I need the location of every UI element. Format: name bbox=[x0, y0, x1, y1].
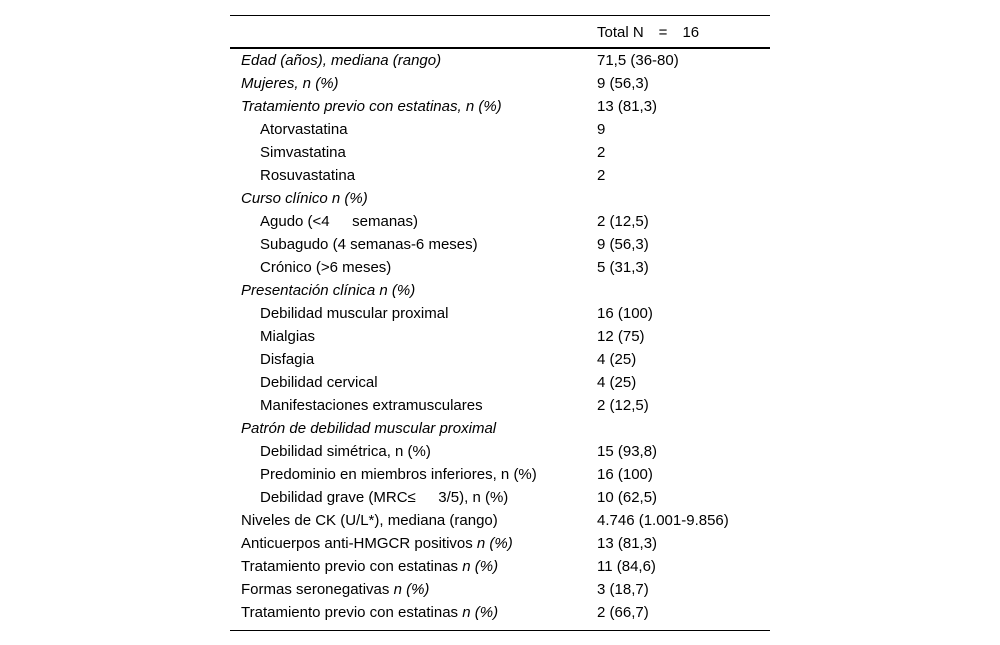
row-value: 9 bbox=[597, 121, 606, 138]
row-label: Subagudo (4 semanas-6 meses) bbox=[260, 236, 478, 253]
row-value: 12 (75) bbox=[597, 328, 645, 345]
table-row bbox=[230, 164, 770, 187]
row-label-suffix: n (%) bbox=[476, 535, 513, 552]
row-label: Manifestaciones extramusculares bbox=[260, 397, 483, 414]
table-bottom-rule bbox=[230, 630, 770, 631]
row-label: Debilidad simétrica, n (%) bbox=[260, 443, 431, 460]
row-value: 15 (93,8) bbox=[597, 443, 658, 460]
table-row bbox=[230, 210, 770, 233]
table-row bbox=[230, 440, 770, 463]
row-value: 10 (62,5) bbox=[597, 489, 658, 506]
table-row bbox=[230, 256, 770, 279]
row-label: Crónico (>6 meses) bbox=[260, 259, 392, 276]
row-label-main: Anticuerpos anti-HMGCR positivos bbox=[241, 535, 477, 552]
row-label bbox=[241, 532, 513, 555]
row-label: Rosuvastatina bbox=[260, 167, 356, 184]
row-label-main: Tratamiento previo con estatinas bbox=[241, 604, 463, 621]
table-row bbox=[230, 325, 770, 348]
table-row bbox=[230, 49, 770, 72]
row-value: 2 bbox=[597, 167, 606, 184]
row-label: Agudo (<4 semanas) bbox=[260, 213, 418, 230]
table-row bbox=[230, 555, 770, 578]
row-label: Presentación clínica n (%) bbox=[241, 282, 416, 299]
row-label: Tratamiento previo con estatinas, n (%) bbox=[241, 98, 502, 115]
table-row bbox=[230, 394, 770, 417]
row-value: 9 (56,3) bbox=[597, 75, 649, 92]
row-value: 2 (66,7) bbox=[597, 604, 649, 621]
table-row bbox=[230, 141, 770, 164]
row-value: 16 (100) bbox=[597, 305, 653, 322]
row-label: Debilidad grave (MRC≤ 3/5), n (%) bbox=[260, 489, 509, 506]
table-row bbox=[230, 233, 770, 256]
table-row bbox=[230, 348, 770, 371]
table-row bbox=[230, 601, 770, 624]
table-row bbox=[230, 463, 770, 486]
row-value: 2 (12,5) bbox=[597, 397, 649, 414]
row-value: 13 (81,3) bbox=[597, 98, 658, 115]
row-label: Atorvastatina bbox=[260, 121, 348, 138]
row-label: Disfagia bbox=[260, 351, 315, 368]
row-label-main: Tratamiento previo con estatinas bbox=[241, 558, 463, 575]
row-label: Mialgias bbox=[260, 328, 316, 345]
table-row bbox=[230, 509, 770, 532]
row-label: Curso clínico n (%) bbox=[241, 190, 368, 207]
table-row bbox=[230, 486, 770, 509]
row-label-main: Formas seronegativas bbox=[241, 581, 394, 598]
table-row bbox=[230, 417, 770, 440]
row-value: 9 (56,3) bbox=[597, 236, 649, 253]
row-label: Debilidad muscular proximal bbox=[260, 305, 449, 322]
row-label-suffix: n (%) bbox=[462, 558, 499, 575]
row-label: Predominio en miembros inferiores, n (%) bbox=[260, 466, 537, 483]
row-value: 4 (25) bbox=[597, 351, 637, 368]
row-label bbox=[241, 578, 429, 601]
table-row bbox=[230, 532, 770, 555]
table-row bbox=[230, 279, 770, 302]
row-value: 71,5 (36-80) bbox=[597, 52, 679, 69]
row-value: 4 (25) bbox=[597, 374, 637, 391]
row-label bbox=[241, 555, 498, 578]
table-row bbox=[230, 95, 770, 118]
data-table bbox=[230, 15, 770, 631]
table-row bbox=[230, 302, 770, 325]
row-label: Niveles de CK (U/L*), mediana (rango) bbox=[241, 512, 498, 529]
table-row bbox=[230, 578, 770, 601]
row-label: Mujeres, n (%) bbox=[241, 75, 339, 92]
row-label: Simvastatina bbox=[260, 144, 346, 161]
table-row bbox=[230, 72, 770, 95]
row-value: 2 bbox=[597, 144, 606, 161]
table-row bbox=[230, 187, 770, 210]
table-row bbox=[230, 118, 770, 141]
row-value: 5 (31,3) bbox=[597, 259, 649, 276]
row-label: Debilidad cervical bbox=[260, 374, 378, 391]
row-value: 11 (84,6) bbox=[597, 558, 656, 575]
row-label-suffix: n (%) bbox=[393, 581, 430, 598]
row-value: 13 (81,3) bbox=[597, 535, 658, 552]
row-value: 3 (18,7) bbox=[597, 581, 649, 598]
row-value: 4.746 (1.001-9.856) bbox=[597, 512, 729, 529]
row-label bbox=[241, 601, 498, 624]
header-total-n: Total N = 16 bbox=[597, 24, 700, 41]
table-header-row bbox=[230, 16, 770, 49]
row-label: Edad (años), mediana (rango) bbox=[241, 52, 442, 69]
row-label: Patrón de debilidad muscular proximal bbox=[241, 420, 497, 437]
row-value: 2 (12,5) bbox=[597, 213, 649, 230]
row-value: 16 (100) bbox=[597, 466, 653, 483]
table-row bbox=[230, 371, 770, 394]
row-label-suffix: n (%) bbox=[462, 604, 499, 621]
